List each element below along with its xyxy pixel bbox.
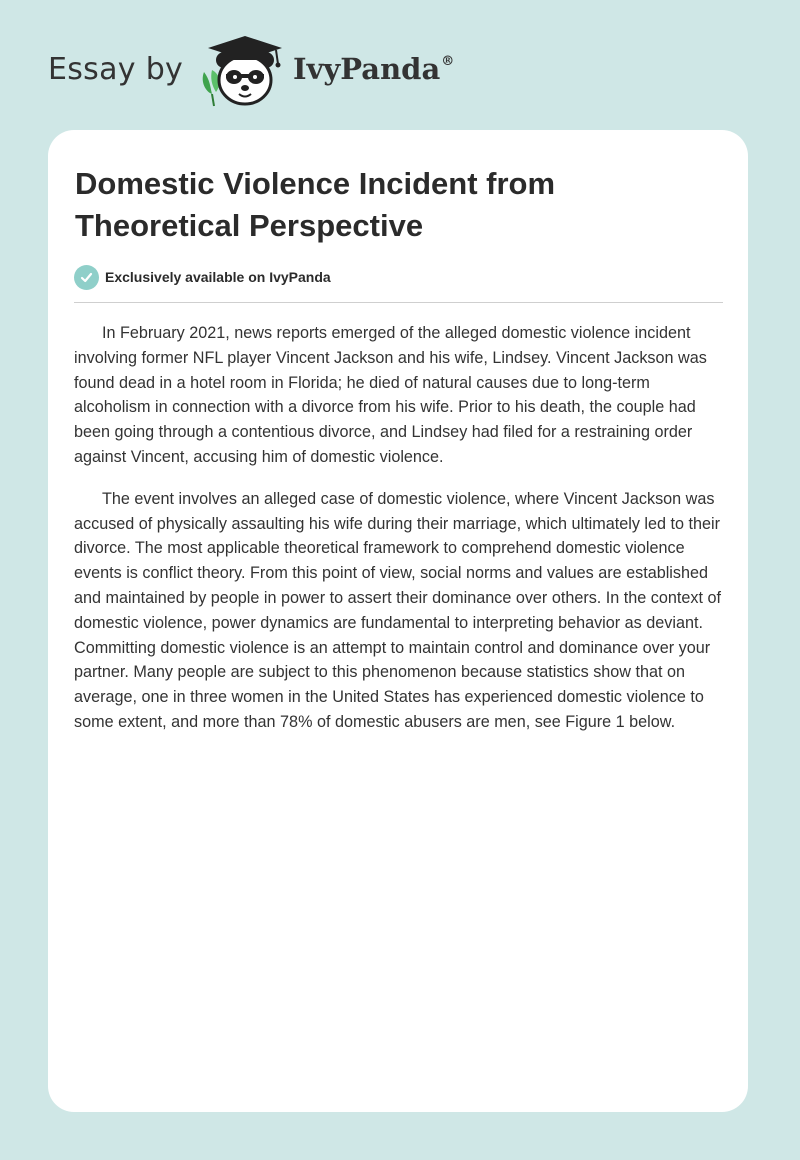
- paragraph: The event involves an alleged case of domestic violence, where Vincent Jackson was accused of physically assaulting his wife during their marriage, which ultimately led to their divorce. The most applicable theoretical framework to comprehend domestic violence events is conflict theory. From this point of view, social norms and values are established and maintained by people in power to assert their dominance over others. In the context of domestic violence, power dynamics are fundamental to interpreting behavior as deviant. Committing domestic violence is an attempt to maintain control and dominance over your partner. Many people are subject to this phenomenon because statistics show that on average, one in three women in the United States has experienced domestic violence to some extent, and more than 78% of domestic abusers are men, see Figure 1 below.: [74, 489, 721, 731]
- paragraph: In February 2021, news reports emerged of the alleged domestic violence incident involving former NFL player Vincent Jackson and his wife, Lindsey. Vincent Jackson was found dead in a hotel room in Florida; he died of natural causes due to long-term alcoholism in connection with a divorce from his wife. Prior to his death, the couple had been going through a contentious divorce, and Lindsey had filed for a restraining order against Vincent, accusing him of domestic violence.: [74, 324, 707, 466]
- divider: [74, 302, 723, 303]
- site-header: [48, 30, 508, 110]
- panda-graduate-icon[interactable]: [198, 30, 290, 110]
- registered-mark: ®: [441, 54, 455, 69]
- essay-card: [48, 130, 748, 1112]
- check-circle-icon: [74, 265, 99, 290]
- exclusive-label: Exclusively available on IvyPanda: [105, 269, 331, 285]
- essay-body: [74, 321, 724, 752]
- essay-by-label: Essay by: [48, 52, 184, 87]
- page-title: Domestic Violence Incident from Theoretical Perspective: [75, 166, 556, 243]
- brand-name[interactable]: IvyPanda®: [293, 52, 455, 86]
- exclusive-badge: [74, 264, 331, 290]
